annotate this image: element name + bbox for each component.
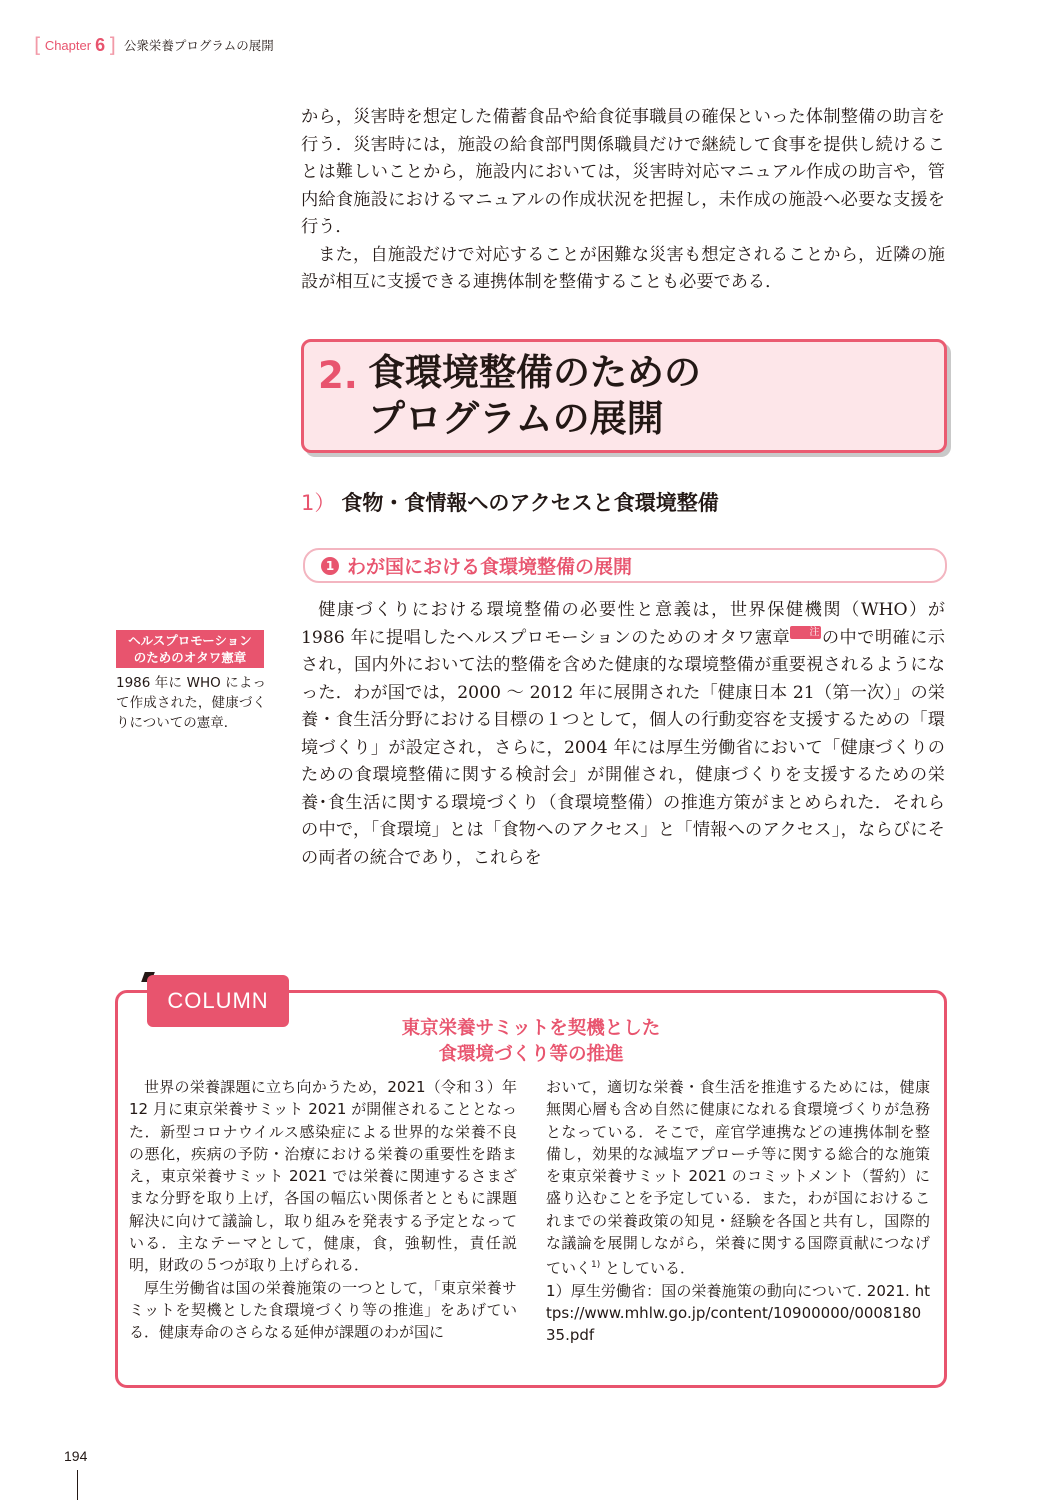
column-tab: COLUMN bbox=[147, 975, 289, 1027]
main-paragraph bbox=[301, 597, 945, 872]
side-note-title bbox=[116, 630, 264, 668]
subsection-number: 1） bbox=[301, 491, 336, 515]
section-title-line-2: プログラムの展開 bbox=[368, 397, 664, 440]
subsection-title: 食物・食情報へのアクセスと食環境整備 bbox=[341, 491, 719, 515]
chapter-label: Chapter bbox=[44, 37, 92, 53]
circled-number-icon: 1 bbox=[321, 557, 339, 575]
side-note-body: 1986 年に WHO によって作成された，健康づくりについての憲章． bbox=[116, 675, 266, 731]
intro-text bbox=[301, 104, 945, 297]
column-left-paragraph-2: 厚生労働省は国の栄養施策の一つとして，「東京栄養サミットを契機とした食環境づくり等の推進」をあげている．健康寿命のさらなる延伸が課題のわが国に bbox=[129, 1278, 517, 1342]
column-left-text bbox=[129, 1076, 517, 1344]
column-right-text bbox=[546, 1076, 930, 1347]
bracket-left-icon: [ bbox=[34, 33, 42, 57]
footnote-marker[interactable]: 注 bbox=[790, 626, 821, 639]
side-note-title-line-1: ヘルスプロモーション bbox=[128, 633, 252, 648]
column-reference: 1）厚生労働省：国の栄養施策の動向について. 2021. https://www.mhlw.go.jp/content/10900000/000818035.pdf bbox=[546, 1281, 930, 1345]
column-right-paragraph bbox=[546, 1076, 930, 1280]
intro-paragraph-2: また，自施設だけで対応することが困難な災害も想定されることから，近隣の施設が相互に支援できる連携体制を整備することも必要である． bbox=[301, 244, 945, 292]
main-paragraph-part-1: 健康づくりにおける環境整備の必要性と意義は，世界保健機関（WHO）が 1986 年に提唱したヘルスプロモーションのためのオタワ憲章 bbox=[301, 600, 945, 648]
reference-marker[interactable]: 1) bbox=[591, 1260, 601, 1271]
section-title-line-1: 食環境整備のための bbox=[368, 351, 701, 394]
chapter-header bbox=[34, 34, 274, 56]
chapter-number: 6 bbox=[95, 34, 106, 55]
intro-paragraph-1: から，災害時を想定した備蓄食品や給食従事職員の確保といった体制整備の助言を行う．災害時には，施設の給食部門関係職員だけで継続して食事を提供し続けることは難しいことから，施設内においては，災害時対応マニュアル作成の助言や，管内給食施設におけるマニュアルの作成状況を把握し，未作成の施設へ必要な支援を行う． bbox=[301, 107, 945, 237]
page-number: 194 bbox=[64, 1448, 88, 1464]
column-title bbox=[115, 1016, 947, 1068]
column-right-text-after: としている． bbox=[600, 1259, 696, 1278]
page-number-rule bbox=[77, 1470, 78, 1500]
section-number: 2. bbox=[318, 354, 358, 397]
column-right-text-before: おいて，適切な栄養・食生活を推進するためには，健康無関心層も含め自然に健康になれる食環境づくりが急務となっている．そこで，産官学連携などの連携体制を整備し，効果的な減塩アプローチ等に関する総合的な施策を東京栄養サミット 2021 のコミットメント（誓約）に盛り込むことを予定している．また，わが国におけるこれまでの栄養政策の知見・経験を各国と共有し，国際的な議論を展開しながら，栄養に関する国際貢献につなげていく bbox=[546, 1078, 930, 1278]
section-title bbox=[368, 350, 701, 442]
section-heading-box bbox=[301, 339, 947, 453]
column-left-paragraph-1: 世界の栄養課題に立ち向かうため，2021（令和３）年 12 月に東京栄養サミット 2021 が開催されることとなった．新型コロナウイルス感染症による世界的な栄養不良の悪化，疾病の予防・治療における栄養の重要性を踏まえ，東京栄養サミット 2021 では栄養に関連するさまざまな分野を取り上げ，各国の幅広い関係者とともに課題解決に向けて議論し，取り組みを発表する予定となっている．主なテーマとして，健康，食，強靭性，責任説明，財政の５つが取り上げられる． bbox=[129, 1078, 517, 1275]
subsubsection-title: わが国における食環境整備の展開 bbox=[347, 556, 633, 578]
chapter-title: 公衆栄養プログラムの展開 bbox=[123, 38, 274, 53]
subsubsection-heading bbox=[303, 548, 947, 583]
main-text bbox=[301, 597, 945, 872]
column-title-line-1: 東京栄養サミットを契機とした bbox=[401, 1018, 661, 1039]
subsection-heading bbox=[301, 487, 719, 517]
bracket-right-icon: ] bbox=[108, 33, 116, 57]
main-paragraph-part-2: の中で明確に示され，国内外において法的整備を含めた健康的な環境整備が重要視されるようになった．わが国では，2000 〜 2012 年に展開された「健康日本 21（第一次）」の栄養・食生活分野における目標の１つとして，個人の行動変容を支援するための「環境づくり」が設定され，さらに，2004 年には厚生労働省において「健康づくりのための食環境整備に関する検討会」が開催され，健康づくりを支援するための栄養･食生活に関する環境づくり（食環境整備）の推進方策がまとめられた．それらの中で，「食環境」とは「食物へのアクセス」と「情報へのアクセス」，ならびにその両者の統合であり，これらを bbox=[301, 627, 945, 868]
column-title-line-2: 食環境づくり等の推進 bbox=[438, 1044, 624, 1065]
side-note-title-line-2: のためのオタワ憲章 bbox=[133, 650, 247, 665]
